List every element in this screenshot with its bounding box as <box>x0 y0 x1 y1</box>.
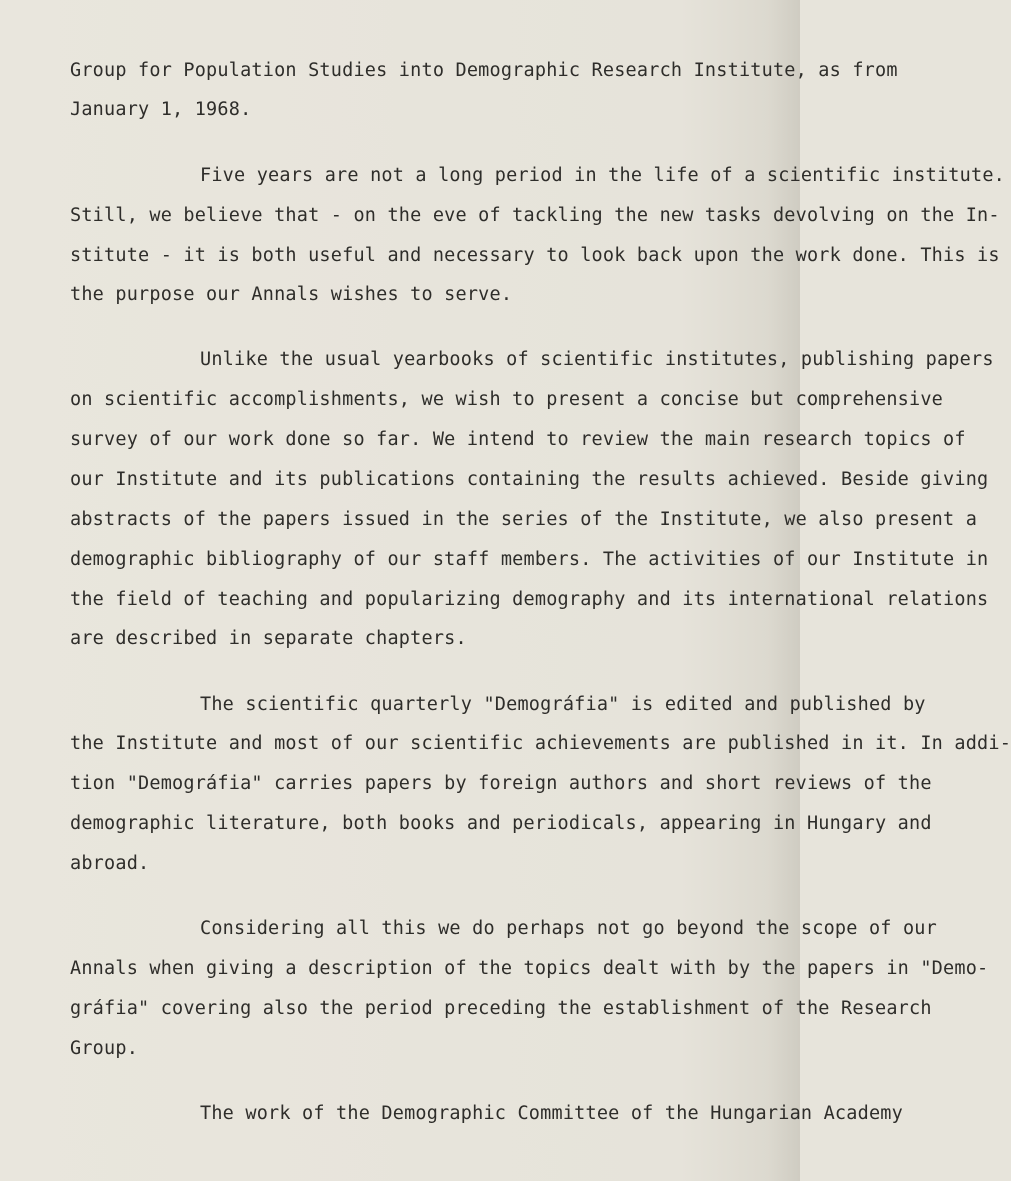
text-line-13: the field of teaching and popularizing demography and its international relations <box>70 589 989 610</box>
text-line-1: Group for Population Studies into Demographic Research Institute, as from <box>70 60 898 81</box>
text-line-10: our Institute and its publications containing the results achieved. Beside giving <box>70 469 989 490</box>
text-line-18: demographic literature, both books and periodicals, appearing in Hungary and <box>70 813 932 834</box>
text-line-17: tion "Demográfia" carries papers by foreign authors and short reviews of the <box>70 773 932 794</box>
text-line-6: the purpose our Annals wishes to serve. <box>70 284 513 305</box>
text-line-19: abroad. <box>70 853 150 874</box>
text-line-3: Five years are not a long period in the life of a scientific institute. <box>200 165 1005 186</box>
text-line-5: stitute - it is both useful and necessary to look back upon the work done. This is <box>70 245 1000 266</box>
text-line-23: Group. <box>70 1038 139 1059</box>
text-line-4: Still, we believe that - on the eve of tackling the new tasks devolving on the In- <box>70 205 1000 226</box>
text-line-20: Considering all this we do perhaps not go beyond the scope of our <box>200 918 937 939</box>
text-line-8: on scientific accomplishments, we wish to present a concise but comprehensive <box>70 389 944 410</box>
text-line-22: gráfia" covering also the period preceding the establishment of the Research <box>70 998 932 1019</box>
text-line-14: are described in separate chapters. <box>70 628 467 649</box>
text-line-9: survey of our work done so far. We intend to review the main research topics of <box>70 429 966 450</box>
text-line-15: The scientific quarterly "Demográfia" is edited and published by <box>200 694 926 715</box>
text-line-11: abstracts of the papers issued in the series of the Institute, we also present a <box>70 509 978 530</box>
text-line-12: demographic bibliography of our staff members. The activities of our Institute in <box>70 549 989 570</box>
text-line-2: January 1, 1968. <box>70 99 252 120</box>
text-line-24: The work of the Demographic Committee of the Hungarian Academy <box>200 1103 903 1124</box>
text-line-7: Unlike the usual yearbooks of scientific institutes, publishing papers <box>200 349 994 370</box>
text-line-21: Annals when giving a description of the topics dealt with by the papers in "Demo- <box>70 958 989 979</box>
text-line-16: the Institute and most of our scientific achievements are published in it. In addi- <box>70 733 1011 754</box>
